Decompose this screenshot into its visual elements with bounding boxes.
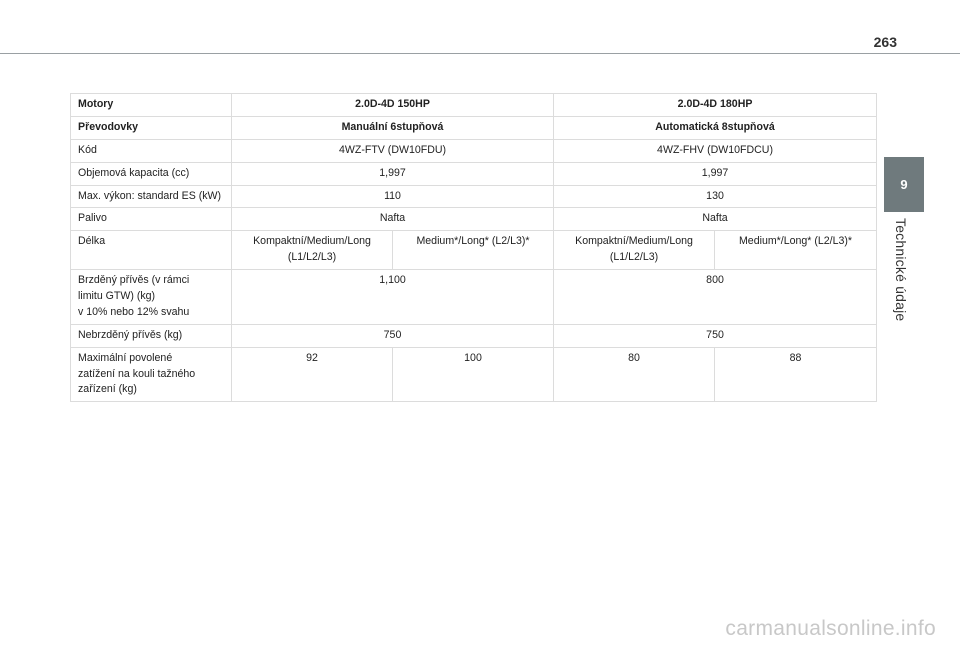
row-label: Kód xyxy=(71,139,232,162)
table-cell: 80 xyxy=(554,347,715,402)
table-cell: 130 xyxy=(554,185,877,208)
engine-specs-table xyxy=(70,93,877,402)
table-row-towbar-load xyxy=(71,347,877,402)
table-cell: 88 xyxy=(715,347,877,402)
table-cell: 800 xyxy=(554,270,877,325)
row-label-line: limitu GTW) (kg) xyxy=(78,290,156,303)
table-cell: 4WZ-FTV (DW10FDU) xyxy=(232,139,554,162)
table-cell: Kompaktní/Medium/Long (L1/L2/L3) xyxy=(554,231,715,270)
row-label xyxy=(71,347,232,402)
table-cell: 2.0D-4D 150HP xyxy=(232,94,554,117)
row-label-line: zařízení (kg) xyxy=(78,383,137,396)
row-label-line: Maximální povolené xyxy=(78,351,173,364)
table-row-length xyxy=(71,231,877,270)
table-cell: 100 xyxy=(393,347,554,402)
table-cell: 750 xyxy=(554,324,877,347)
table-cell: Kompaktní/Medium/Long (L1/L2/L3) xyxy=(232,231,393,270)
table-cell: Nafta xyxy=(232,208,554,231)
header-divider xyxy=(0,53,960,54)
table-row-power xyxy=(71,185,877,208)
page-number: 263 xyxy=(873,34,897,50)
row-label: Objemová kapacita (cc) xyxy=(71,162,232,185)
row-label: Nebrzděný přívěs (kg) xyxy=(71,324,232,347)
watermark: carmanualsonline.info xyxy=(725,617,936,640)
row-label: Převodovky xyxy=(71,116,232,139)
row-label xyxy=(71,270,232,325)
row-label: Palivo xyxy=(71,208,232,231)
row-label: Max. výkon: standard ES (kW) xyxy=(71,185,232,208)
table-cell: 1,100 xyxy=(232,270,554,325)
row-label: Délka xyxy=(71,231,232,270)
row-label-line: v 10% nebo 12% svahu xyxy=(78,305,190,318)
row-label-line: Brzděný přívěs (v rámci xyxy=(78,274,190,287)
chapter-number: 9 xyxy=(900,177,908,192)
table-row-braked-trailer xyxy=(71,270,877,325)
table-cell: 92 xyxy=(232,347,393,402)
table-cell: 1,997 xyxy=(554,162,877,185)
table-row-fuel xyxy=(71,208,877,231)
table-cell: 2.0D-4D 180HP xyxy=(554,94,877,117)
table-row-engines xyxy=(71,94,877,117)
table-cell: Automatická 8stupňová xyxy=(554,116,877,139)
table-cell: 1,997 xyxy=(232,162,554,185)
table-row-gearbox xyxy=(71,116,877,139)
row-label: Motory xyxy=(71,94,232,117)
row-label-line: zatížení na kouli tažného xyxy=(78,367,196,380)
chapter-label: Technické údaje xyxy=(893,218,909,322)
chapter-tab[interactable] xyxy=(884,157,924,212)
table-cell: Medium*/Long* (L2/L3)* xyxy=(393,231,554,270)
table-row-code xyxy=(71,139,877,162)
table-cell: Nafta xyxy=(554,208,877,231)
table-cell: Manuální 6stupňová xyxy=(232,116,554,139)
table-row-capacity xyxy=(71,162,877,185)
table-cell: Medium*/Long* (L2/L3)* xyxy=(715,231,877,270)
table-cell: 110 xyxy=(232,185,554,208)
table-row-unbraked-trailer xyxy=(71,324,877,347)
table-cell: 4WZ-FHV (DW10FDCU) xyxy=(554,139,877,162)
table-cell: 750 xyxy=(232,324,554,347)
